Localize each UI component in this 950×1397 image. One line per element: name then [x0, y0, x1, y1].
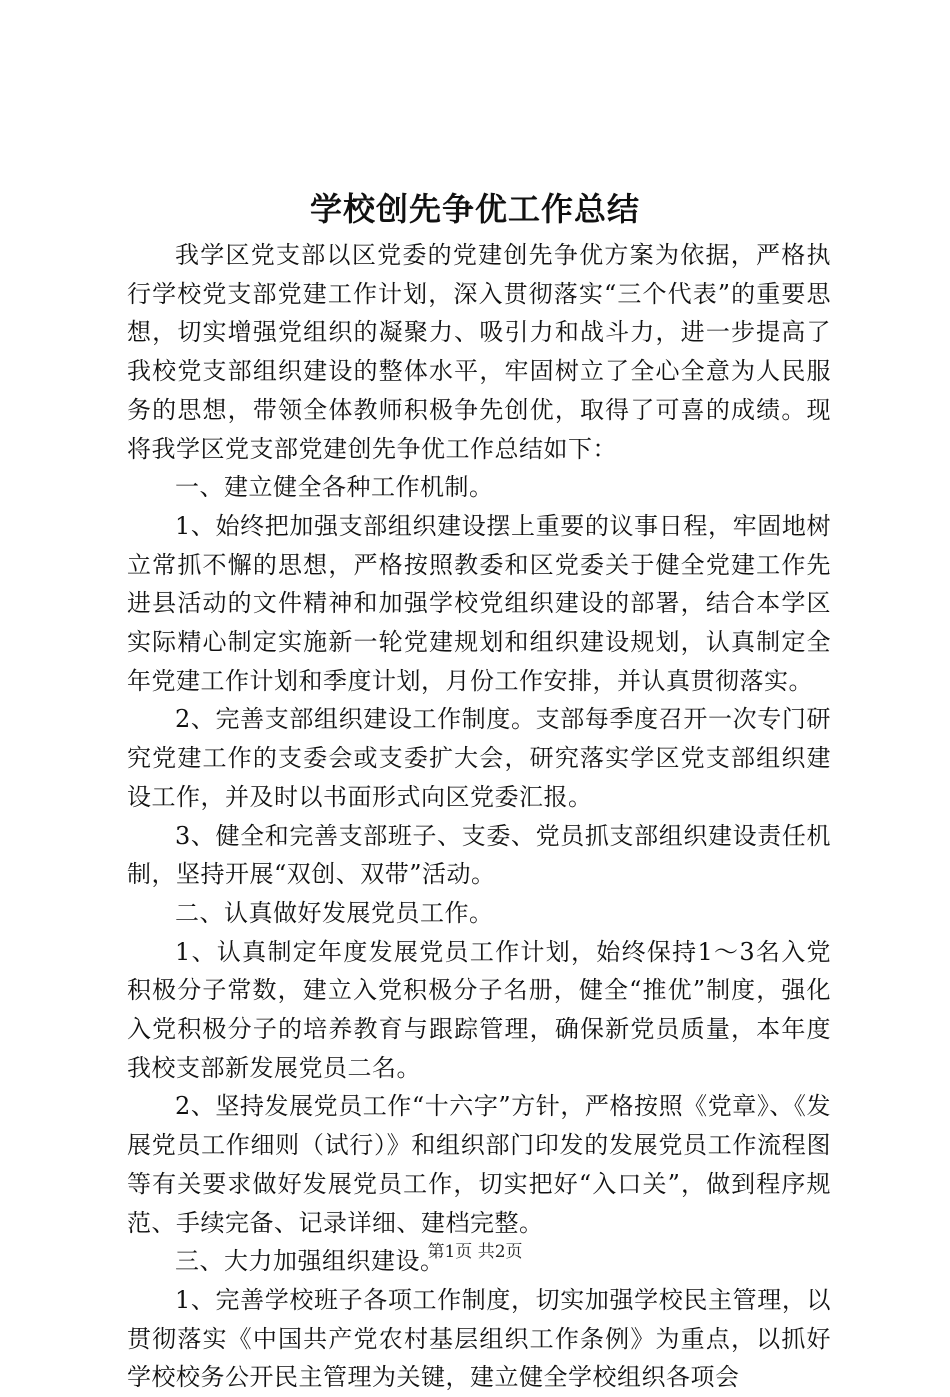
section-heading-1: 一、建立健全各种工作机制。: [175, 473, 494, 502]
paragraph-2-2: 2、坚持发展党员工作“十六字”方针，严格按照《党章》、《发展党员工作细则（试行）》和组织部门印发的发展党员工作流程图等有关要求做好发展党员工作，切实把好“入口关”，做到程序规范、手续完备、记录详细、建档完整。: [127, 1092, 831, 1237]
document-title: 学校创先争优工作总结: [309, 190, 640, 228]
section-heading-2: 二、认真做好发展党员工作。: [175, 898, 494, 927]
document-body: [127, 236, 831, 1397]
section-heading-3: 三、大力加强组织建设。: [175, 1247, 445, 1276]
page-footer: 第1页 共2页: [427, 1242, 523, 1262]
paragraph-intro: 我学区党支部以区党委的党建创先争优方案为依据，严格执行学校党支部党建工作计划，深入贯彻落实“三个代表”的重要思想，切实增强党组织的凝聚力、吸引力和战斗力，进一步提高了我校党支部组织建设的整体水平，牢固树立了全心全意为人民服务的思想，带领全体教师积极争先创优，取得了可喜的成绩。现将我学区党支部党建创先争优工作总结如下：: [127, 241, 831, 463]
paragraph-1-2: 2、完善支部组织建设工作制度。支部每季度召开一次专门研究党建工作的支委会或支委扩大会，研究落实学区党支部组织建设工作，并及时以书面形式向区党委汇报。: [127, 705, 831, 811]
paragraph-3-1: 1、完善学校班子各项工作制度，切实加强学校民主管理，以贯彻落实《中国共产党农村基层组织工作条例》为重点，以抓好学校校务公开民主管理为关键，建立健全学校组织各项会: [127, 1285, 831, 1392]
paragraph-1-3: 3、健全和完善支部班子、支委、党员抓支部组织建设责任机制，坚持开展“双创、双带”活动。: [127, 821, 831, 889]
paragraph-2-1: 1、认真制定年度发展党员工作计划，始终保持1～3名入党积极分子常数，建立入党积极分子名册，健全“推优”制度，强化入党积极分子的培养教育与跟踪管理，确保新党员质量，本年度我校支部新发展党员二名。: [127, 937, 831, 1082]
paragraph-1-1: 1、始终把加强支部组织建设摆上重要的议事日程，牢固地树立常抓不懈的思想，严格按照教委和区党委关于健全党建工作先进县活动的文件精神和加强学校党组织建设的部署，结合本学区实际精心制定实施新一轮党建规划和组织建设规划，认真制定全年党建工作计划和季度计划，月份工作安排，并认真贯彻落实。: [127, 511, 831, 695]
